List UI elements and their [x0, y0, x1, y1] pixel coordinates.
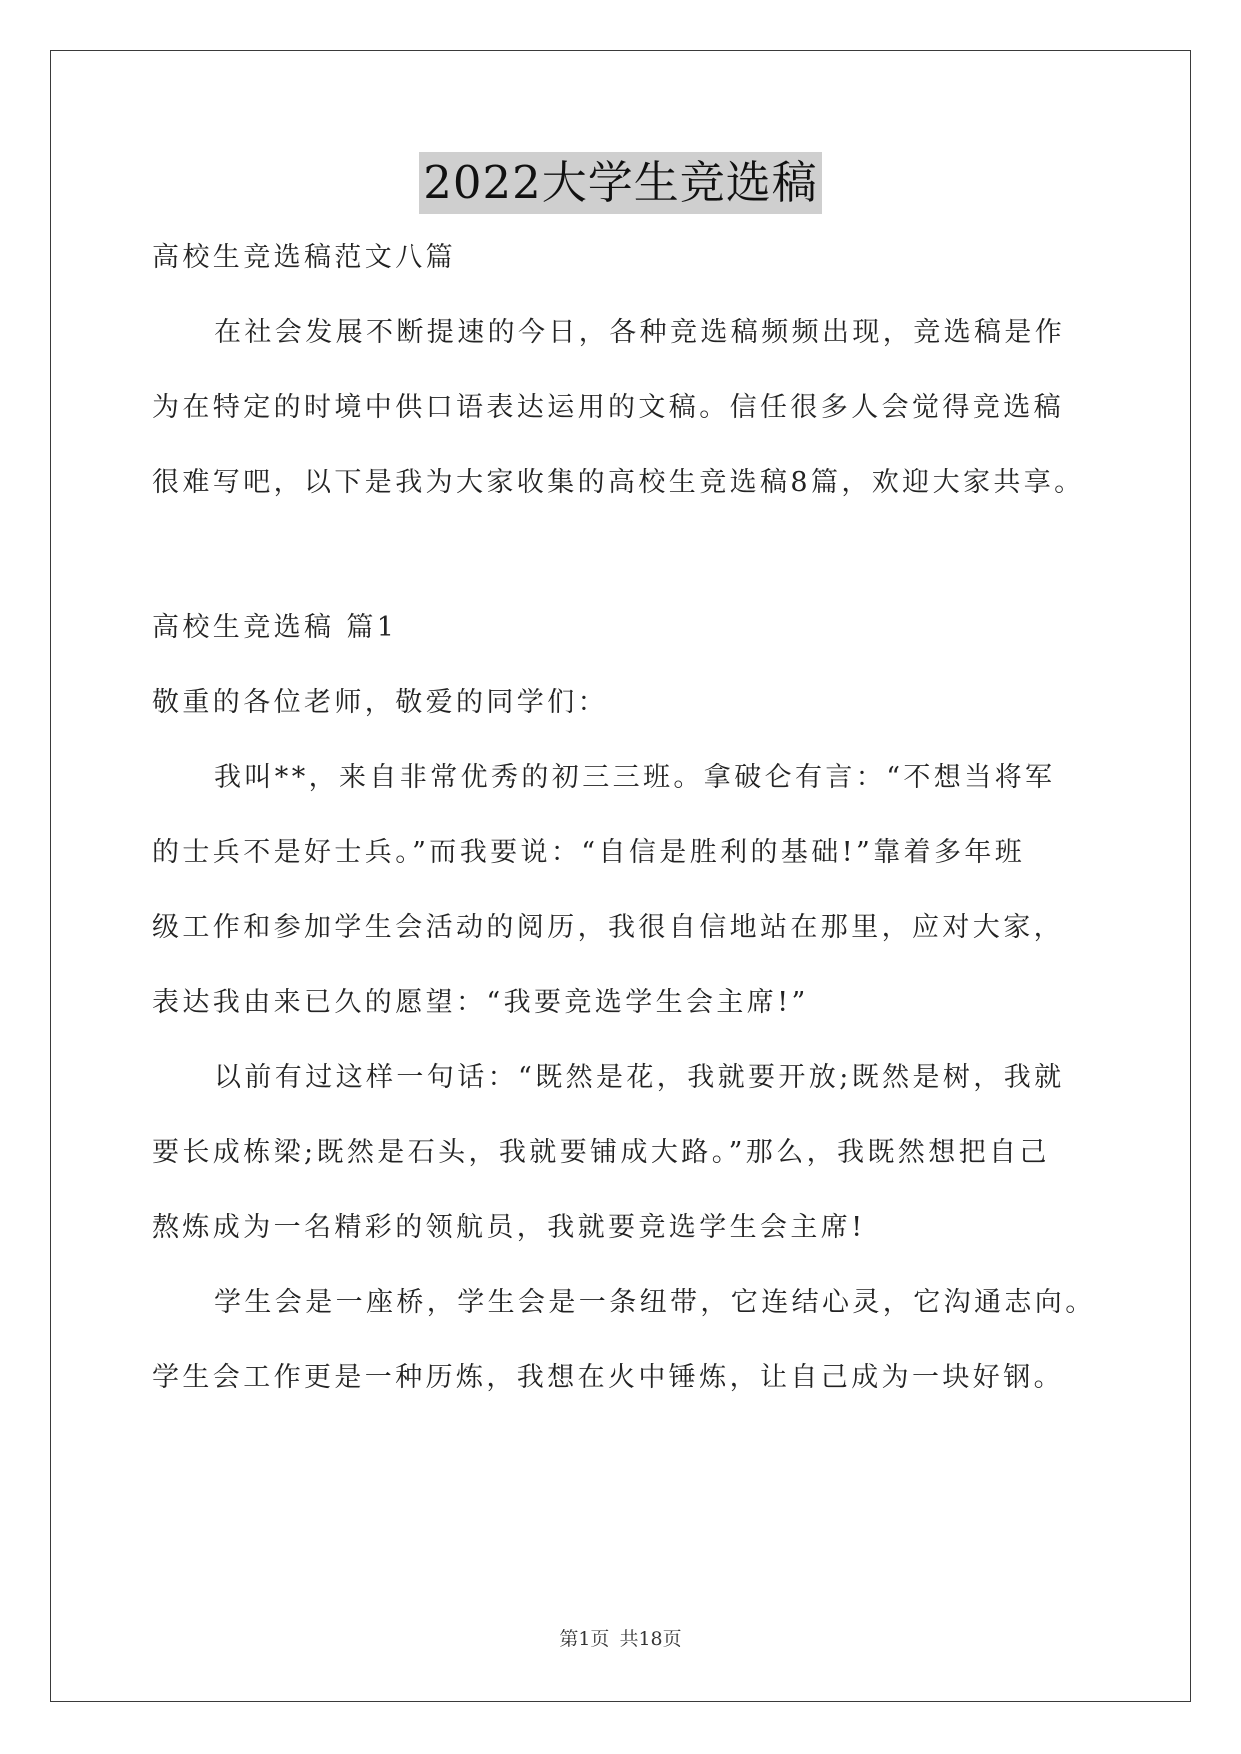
page-total: 共18页	[619, 1628, 682, 1650]
page-border	[50, 50, 1191, 1702]
salutation-line: 敬重的各位老师，敬爱的同学们：	[152, 687, 608, 718]
paragraph-line: 以前有过这样一句话：“既然是花，我就要开放;既然是树，我就	[214, 1062, 1065, 1093]
paragraph-line: 的士兵不是好士兵。”而我要说：“自信是胜利的基础!”靠着多年班	[152, 837, 1026, 868]
subtitle-line: 高校生竞选稿范文八篇	[152, 242, 456, 273]
paragraph-line: 很难写吧，以下是我为大家收集的高校生竞选稿8篇，欢迎大家共享。	[152, 467, 1085, 498]
paragraph-line: 熬炼成为一名精彩的领航员，我就要竞选学生会主席!	[152, 1212, 866, 1243]
paragraph-line: 为在特定的时境中供口语表达运用的文稿。信任很多人会觉得竞选稿	[152, 392, 1064, 423]
paragraph-line: 学生会是一座桥，学生会是一条纽带，它连结心灵，它沟通志向。	[214, 1287, 1096, 1318]
paragraph-line: 要长成栋梁;既然是石头，我就要铺成大路。”那么，我既然想把自己	[152, 1137, 1050, 1168]
page-footer	[0, 1624, 1241, 1651]
title-container	[0, 152, 1241, 214]
page-current: 第1页	[559, 1628, 610, 1650]
paragraph-line: 学生会工作更是一种历炼，我想在火中锤炼，让自己成为一块好钢。	[152, 1362, 1064, 1393]
section-heading: 高校生竞选稿 篇1	[152, 612, 398, 643]
paragraph-line: 我叫**，来自非常优秀的初三三班。拿破仑有言：“不想当将军	[214, 762, 1056, 793]
paragraph-line: 表达我由来已久的愿望：“我要竞选学生会主席!”	[152, 987, 809, 1018]
paragraph-line: 在社会发展不断提速的今日，各种竞选稿频频出现，竞选稿是作	[214, 317, 1066, 348]
paragraph-line: 级工作和参加学生会活动的阅历，我很自信地站在那里，应对大家，	[152, 912, 1064, 943]
document-title: 2022大学生竞选稿	[419, 152, 822, 214]
